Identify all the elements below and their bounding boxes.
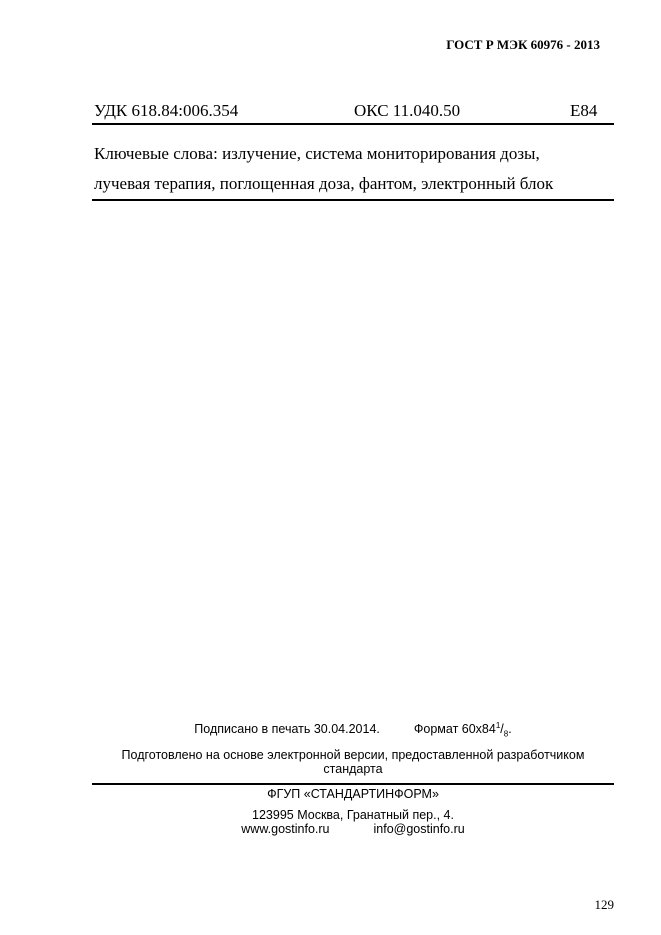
print-info	[92, 721, 614, 739]
classifier-code: Е84	[570, 101, 598, 120]
website-link[interactable]: www.gostinfo.ru	[241, 822, 330, 836]
prepared-note	[92, 748, 614, 776]
publisher-contacts	[92, 822, 614, 836]
keywords-line-2: лучевая терапия, поглощенная доза, фантом, электронный блок	[94, 174, 554, 193]
keywords-block	[94, 139, 614, 199]
page-number: 129	[594, 897, 614, 912]
keywords-rule	[92, 199, 614, 201]
prepared-line-1: Подготовлено на основе электронной версии, предоставленной разработчиком	[121, 748, 585, 762]
udk-code: УДК 618.84:006.354	[94, 101, 239, 120]
prepared-line-2: стандарта	[323, 762, 383, 776]
publisher-address-block	[92, 808, 614, 836]
oks-code: ОКС 11.040.50	[354, 101, 461, 120]
publisher-name: ФГУП «СТАНДАРТИНФОРМ»	[267, 787, 439, 801]
email-link[interactable]: info@gostinfo.ru	[373, 822, 465, 836]
top-rule	[92, 123, 614, 125]
paper-format: Формат $60х84^1/_8$.	[413, 721, 512, 739]
keywords-line-1: Ключевые слова: излучение, система мониторирования дозы,	[94, 144, 540, 163]
signed-date: Подписано в печать 30.04.2014.	[194, 722, 380, 737]
publisher-rule	[92, 783, 614, 785]
standard-code-header: ГОСТ Р МЭК 60976 - 2013	[446, 37, 600, 52]
publisher-address: 123995 Москва, Гранатный пер., 4.	[252, 808, 454, 822]
